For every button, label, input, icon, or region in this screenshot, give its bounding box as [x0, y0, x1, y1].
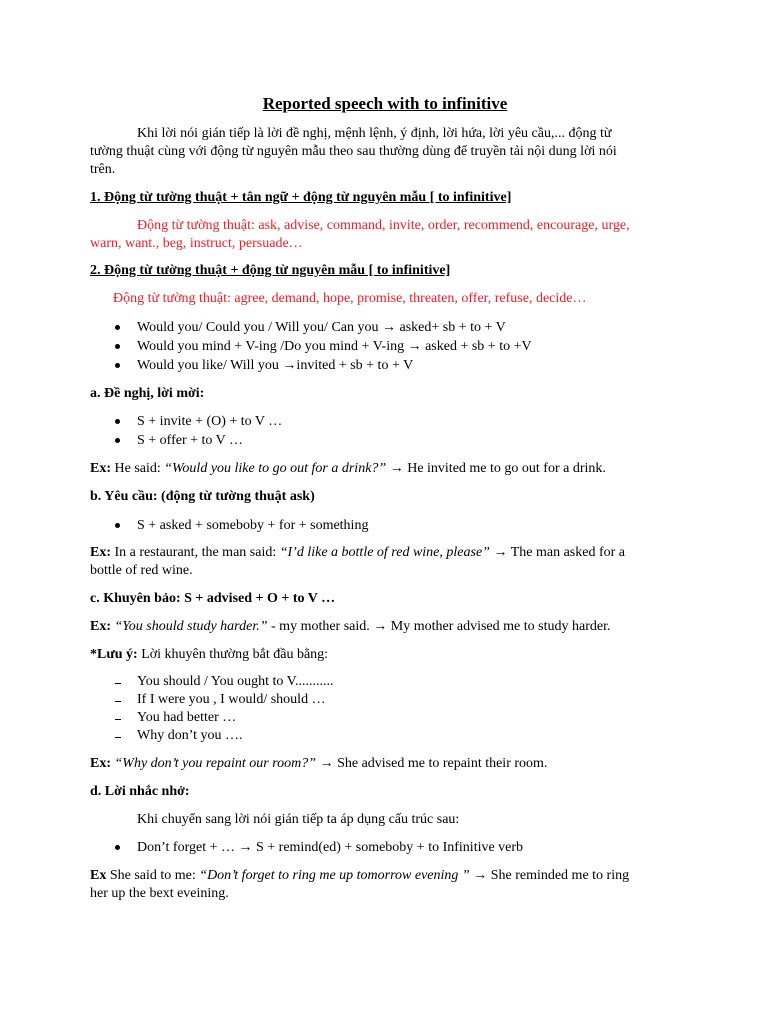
list-item: [90, 337, 680, 356]
part-b-pattern-list: [90, 516, 680, 535]
section-2-reporting-verbs: Động từ tường thuật: agree, demand, hope, promise, threaten, offer, refuse, decide…: [113, 291, 587, 306]
part-c-example-2: [90, 755, 680, 773]
example-result: her up the bext eveining.: [90, 886, 229, 901]
opener-text: If I were you , I would/ should …: [137, 692, 326, 708]
opener-text: Why don’t you ….: [137, 728, 243, 744]
pattern-text: S + offer + to V …: [137, 433, 244, 449]
list-item: [90, 516, 680, 535]
list-item: [90, 727, 680, 745]
intro-line: trên.: [90, 162, 116, 177]
example-label: Ex:: [90, 545, 111, 561]
part-c-heading: c. Khuyên bảo: S + advised + O + to V …: [90, 591, 336, 606]
list-item: [90, 318, 680, 337]
dash-icon: [115, 737, 121, 738]
list-item: [90, 431, 680, 450]
pattern-text: Would you like/ Will you →invited + sb + to + V: [137, 357, 414, 373]
list-item: [90, 412, 680, 431]
part-a-example: [90, 460, 680, 478]
bullet-icon: [115, 845, 120, 850]
part-d-intro: Khi chuyển sang lời nói gián tiếp ta áp dụng cấu trúc sau:: [137, 811, 460, 827]
example-label: Ex:: [90, 618, 111, 634]
pattern-text: Would you mind + V-ing /Do you mind + V-ing → asked + sb + to +V: [137, 338, 532, 354]
intro-line: Khi lời nói gián tiếp là lời đề nghị, mệnh lệnh, ý định, lời hứa, lời yêu cầu,... động từ: [137, 126, 612, 141]
example-quote: “You should study harder.”: [114, 618, 268, 634]
example-label: Ex: [90, 868, 107, 883]
example-result: → She advised me to repaint their room.: [319, 756, 548, 771]
advice-opener-list: [90, 673, 680, 745]
list-item: [90, 838, 680, 857]
list-item: [90, 691, 680, 709]
verbs-line: warn, want., beg, instruct, persuade…: [90, 235, 303, 251]
part-a-heading: a. Đề nghị, lời mời:: [90, 385, 205, 401]
part-d-example: [90, 867, 680, 903]
example-label: Ex:: [90, 756, 111, 771]
example-lead: She said to me:: [109, 868, 196, 883]
note-text: Lời khuyên thường bắt đầu bằng:: [141, 646, 329, 662]
part-c-note: [90, 646, 680, 664]
list-item: [90, 673, 680, 691]
example-result: → The man asked for a: [493, 545, 625, 561]
pattern-text: Would you/ Could you / Will you/ Can you → asked+ sb + to + V: [137, 319, 506, 335]
part-c-example: [90, 618, 680, 636]
pattern-text: S + invite + (O) + to V …: [137, 414, 283, 430]
note-label: *Lưu ý:: [90, 646, 138, 662]
example-label: Ex:: [90, 461, 111, 476]
verbs-line: Động từ tường thuật: ask, advise, command, invite, order, recommend, encourage, urge,: [137, 217, 630, 233]
bullet-icon: [115, 419, 120, 424]
part-d-pattern-list: [90, 838, 680, 857]
example-result: → She reminded me to ring: [473, 868, 630, 883]
example-lead: In a restaurant, the man said:: [114, 545, 277, 561]
section-2-pattern-list: [90, 318, 680, 375]
list-item: [90, 356, 680, 375]
bullet-icon: [115, 344, 120, 349]
example-quote: “Don’t forget to ring me up tomorrow evening ”: [199, 868, 470, 883]
bullet-icon: [115, 438, 120, 443]
intro-paragraph: [90, 125, 680, 179]
example-result: → He invited me to go out for a drink.: [389, 461, 606, 476]
pattern-text: S + asked + someboby + for + something: [137, 517, 369, 533]
section-1-heading: 1. Động từ tường thuật + tân ngữ + động từ nguyên mẫu [ to infinitive]: [90, 189, 512, 205]
part-d-heading: d. Lời nhắc nhở:: [90, 783, 190, 799]
dash-icon: [115, 683, 121, 684]
section-2-heading: 2. Động từ tường thuật + động từ nguyên mẫu [ to infinitive]: [90, 263, 451, 279]
example-result: - my mother said. → My mother advised me to study harder.: [271, 618, 611, 634]
opener-text: You had better …: [137, 710, 237, 726]
dash-icon: [115, 719, 121, 720]
example-quote: “Why don’t you repaint our room?”: [114, 756, 317, 771]
dash-icon: [115, 701, 121, 702]
part-a-pattern-list: [90, 412, 680, 450]
example-lead: He said:: [114, 461, 161, 476]
bullet-icon: [115, 523, 120, 528]
section-1-reporting-verbs: [90, 217, 680, 253]
bullet-icon: [115, 325, 120, 330]
example-quote: “I’d like a bottle of red wine, please”: [279, 545, 490, 561]
opener-text: You should / You ought to V...........: [137, 674, 334, 690]
intro-line: tường thuật cùng với động từ nguyên mẫu theo sau thường dùng để truyền tải nội dung lời nói: [90, 144, 617, 159]
pattern-text: Don’t forget + … → S + remind(ed) + someboby + to Infinitive verb: [137, 840, 524, 856]
document-title: Reported speech with to infinitive: [262, 94, 508, 113]
list-item: [90, 709, 680, 727]
example-result: bottle of red wine.: [90, 563, 193, 579]
example-quote: “Would you like to go out for a drink?”: [164, 461, 387, 476]
bullet-icon: [115, 363, 120, 368]
part-b-example: [90, 544, 680, 580]
part-b-heading: b. Yêu cầu: (động từ tường thuật ask): [90, 488, 315, 504]
